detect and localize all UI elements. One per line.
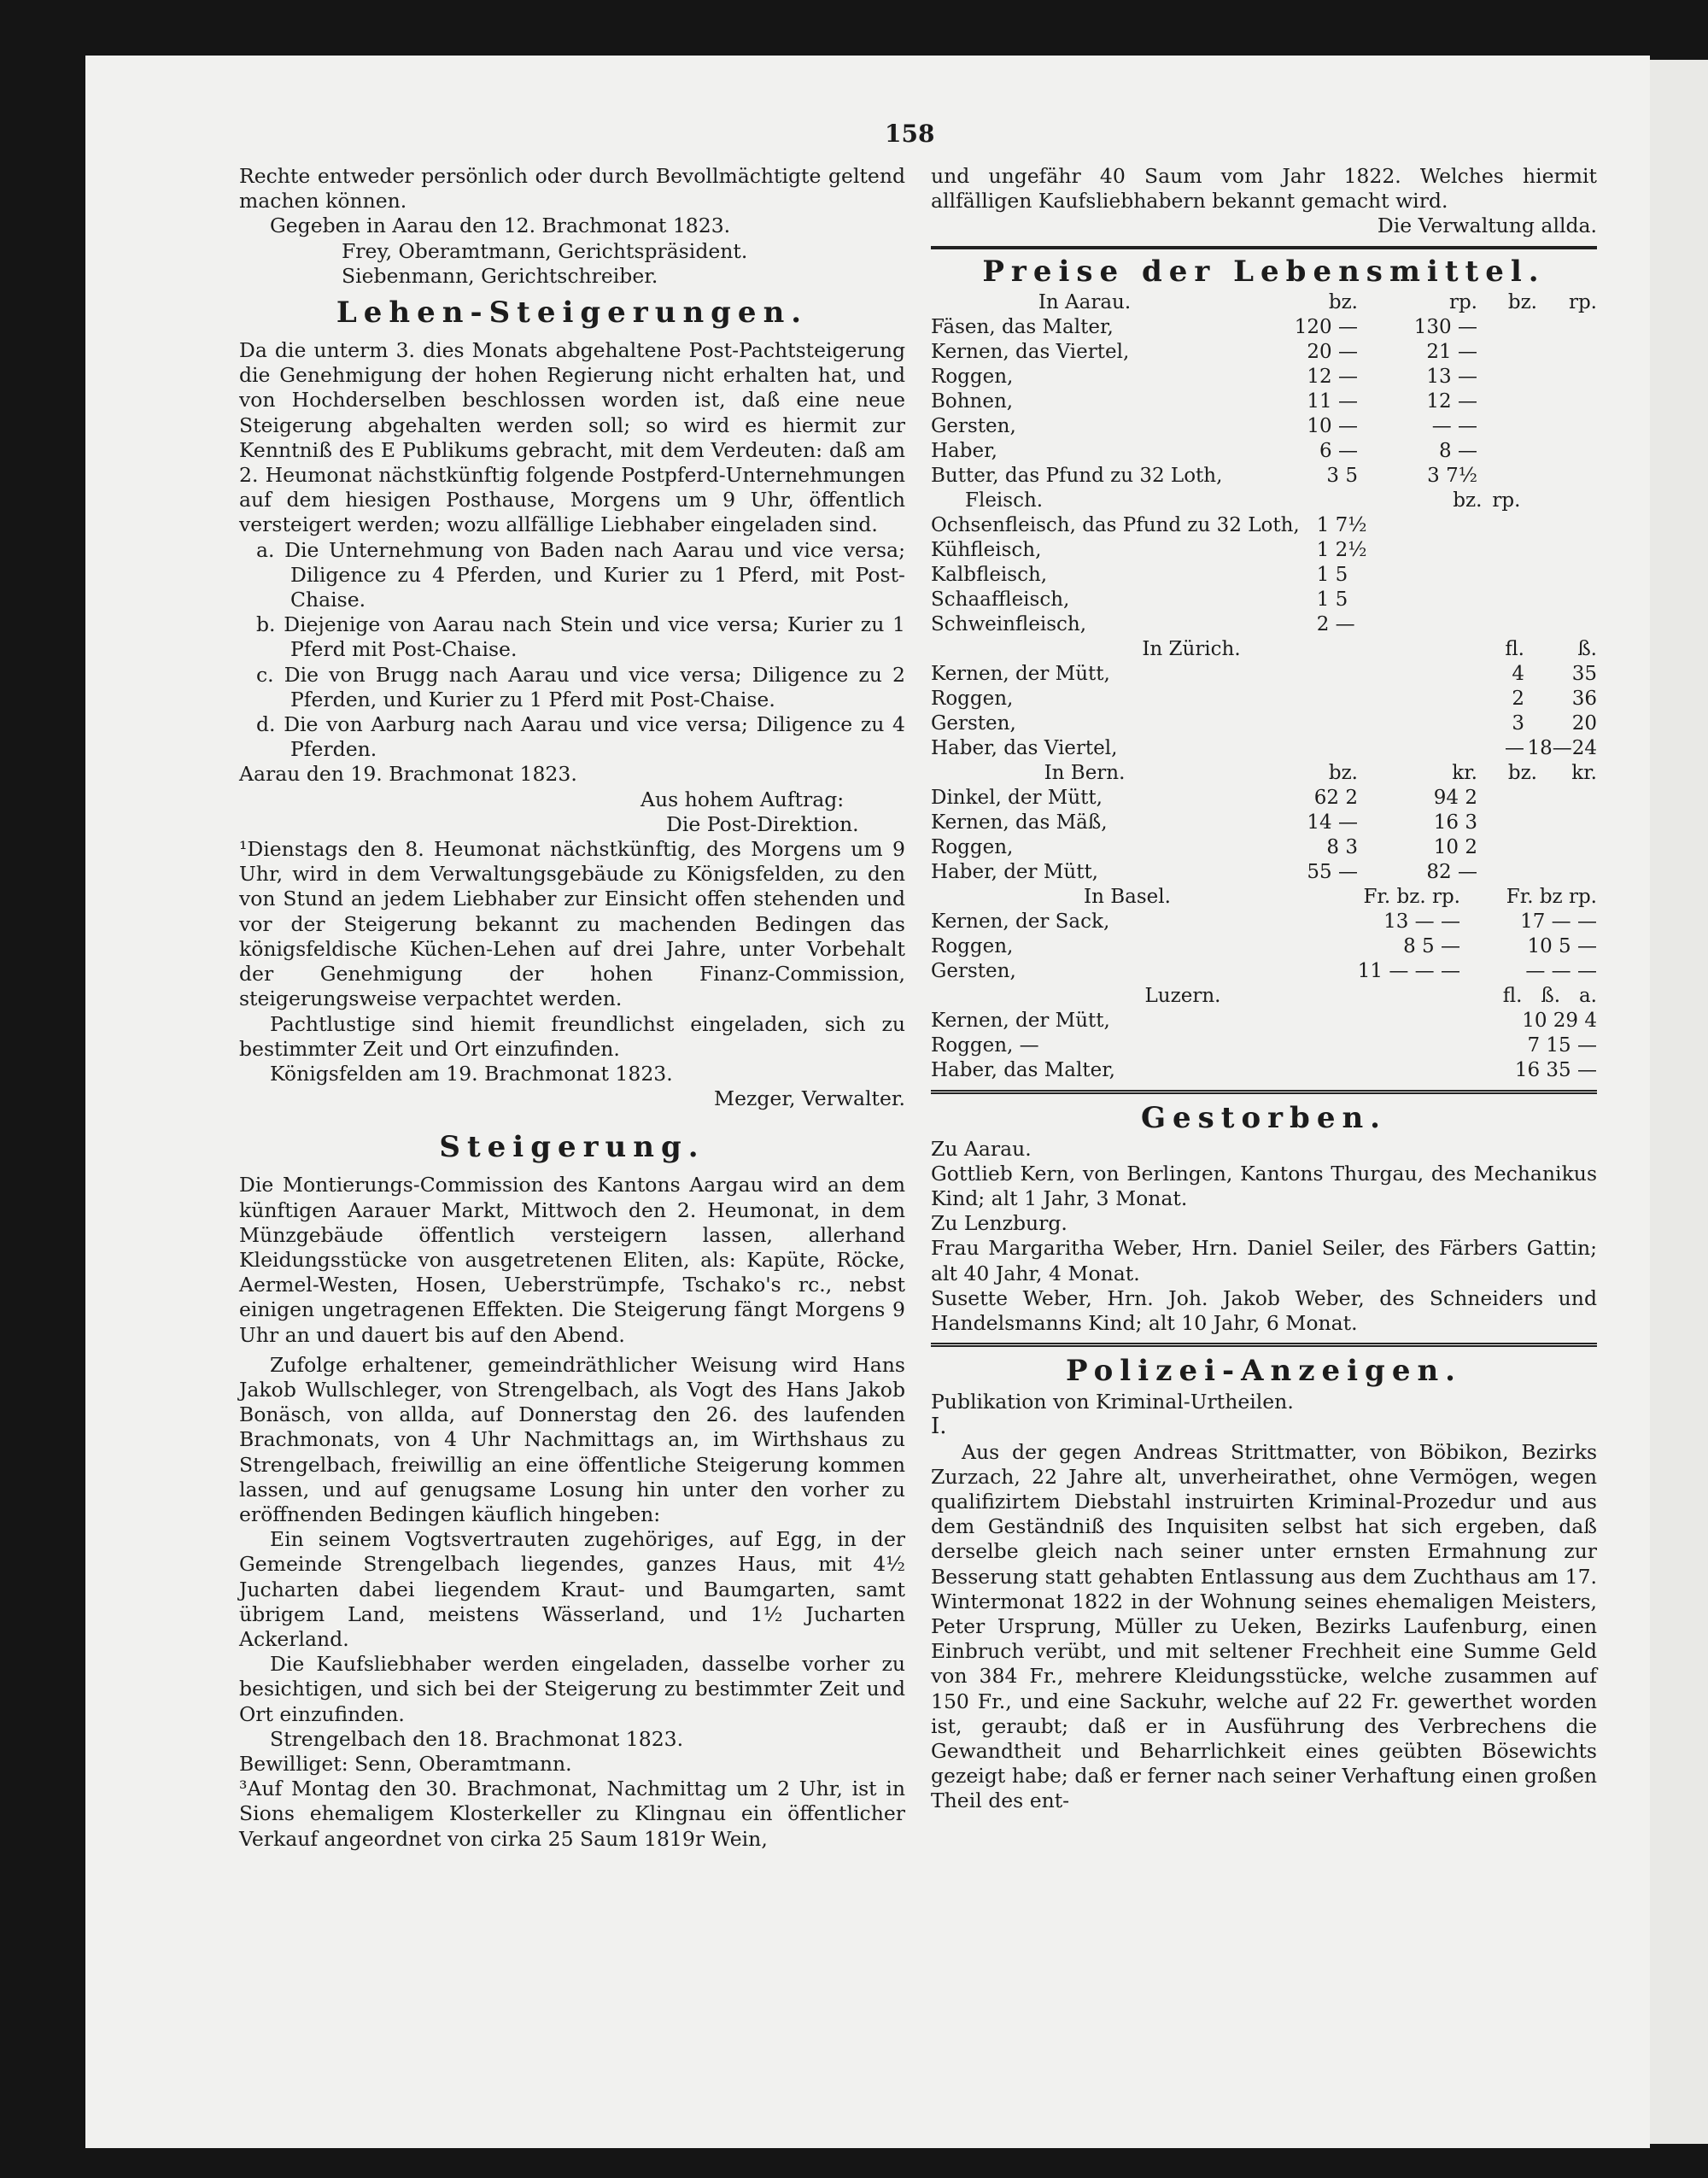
col-header: Fr. bz rp. bbox=[1506, 885, 1597, 908]
steigerung-body-3: Ein seinem Vogtsvertrauten zugehöriges, auf Egg, in der Gemeinde Strengelbach liegendes, ganzes Haus, mit 4½ Jucharten dabei liegendem Kraut- und Baumgarten, samt übrigem Land, meistens Wässerland, und 1½ Jucharten Ackerland. bbox=[239, 1527, 905, 1651]
price-item-name: Roggen, bbox=[931, 835, 1014, 858]
polizei-heading: Polizei-Anzeigen. bbox=[1065, 1354, 1463, 1389]
price-item-name: Gersten, bbox=[931, 959, 1016, 982]
price-value: 8 5 — bbox=[1403, 934, 1460, 957]
intro-signature-1: Frey, Oberamtmann, Gerichtspräsident. bbox=[342, 238, 748, 263]
place-label: In Aarau. bbox=[1038, 290, 1132, 313]
polizei-subheading: Publikation von Kriminal-Urtheilen. bbox=[931, 1390, 1294, 1414]
preise-fleisch-table bbox=[931, 489, 1597, 637]
steigerung-body-4: Die Kaufsliebhaber werden eingeladen, dasselbe vorher zu besichtigen, und sich bei der Steigerung zu bestimmter Zeit und Ort einzufinden. bbox=[239, 1652, 905, 1726]
price-value: 11 — — — bbox=[1357, 959, 1460, 982]
price-value: 1 7½ bbox=[1316, 513, 1367, 536]
gestorben-entry-1: Gottlieb Kern, von Berlingen, Kantons Thurgau, des Mechanikus Kind; alt 1 Jahr, 3 Monat. bbox=[931, 1161, 1597, 1211]
price-value: 10 5 — bbox=[1527, 934, 1597, 957]
price-row bbox=[931, 910, 1597, 934]
price-item-name: Haber, das Viertel, bbox=[931, 736, 1118, 759]
price-value: 62 2 bbox=[1313, 786, 1358, 809]
divider bbox=[931, 246, 1597, 249]
price-value: 3 5 bbox=[1326, 464, 1358, 487]
lehen-date-2: Königsfelden am 19. Brachmonat 1823. bbox=[270, 1061, 673, 1086]
steigerung-bewilliget: Bewilliget: Senn, Oberamtmann. bbox=[239, 1751, 572, 1776]
polizei-roman-numeral: I. bbox=[931, 1414, 947, 1440]
price-item-name: Kühfleisch, bbox=[931, 538, 1042, 561]
price-item-name: Roggen, bbox=[931, 365, 1014, 388]
price-value: 8 — bbox=[1439, 439, 1477, 462]
price-item-name: Kernen, das Mäß, bbox=[931, 811, 1108, 834]
lehen-body-3: Pachtlustige sind hiemit freundlichst eingeladen, sich zu bestimmter Zeit und Ort einzufinden. bbox=[239, 1011, 905, 1061]
place-label: In Zürich. bbox=[1142, 637, 1241, 660]
price-value: 1 5 bbox=[1316, 588, 1348, 611]
price-row bbox=[931, 959, 1597, 984]
continued-signature: Die Verwaltung allda. bbox=[1377, 214, 1597, 238]
steigerung-date: Strengelbach den 18. Brachmonat 1823. bbox=[270, 1726, 684, 1751]
steigerung-body-2: Zufolge erhaltener, gemeindräthlicher Weisung wird Hans Jakob Wullschleger, von Strengelbach, als Vogt des Hans Jakob Bonäsch, von allda, auf Donnerstag den 26. des laufenden Brachmonats, von 4 Uhr Nachmittags an, im Wirthshaus zu Strengelbach, freiwillig an eine öffentliche Steigerung kommen lassen, und auf genugsame Losung hin unter den vorher zu eröffnenden Bedingen käuflich hingeben: bbox=[239, 1352, 905, 1526]
page-number: 158 bbox=[885, 120, 935, 148]
price-row bbox=[931, 662, 1597, 687]
col-header: rp. bbox=[1492, 489, 1521, 512]
price-value: 20 bbox=[1571, 711, 1597, 735]
gestorben-heading: Gestorben. bbox=[1140, 1100, 1388, 1135]
price-value: 3 7½ bbox=[1427, 464, 1477, 487]
col-header: kr. bbox=[1452, 761, 1477, 784]
price-value: 6 — bbox=[1319, 439, 1358, 462]
price-row bbox=[931, 389, 1597, 414]
price-value: 1 2½ bbox=[1316, 538, 1367, 561]
price-value: 7 15 — bbox=[1527, 1033, 1597, 1057]
price-row bbox=[931, 1058, 1597, 1083]
col-header: fl. bbox=[1502, 984, 1523, 1007]
price-row bbox=[931, 464, 1597, 489]
price-item-name: Roggen, — bbox=[931, 1033, 1039, 1057]
lehen-direktion: Die Post-Direktion. bbox=[666, 811, 859, 836]
intro-signature-2: Siebenmann, Gerichtschreiber. bbox=[342, 263, 658, 288]
place-label: Fleisch. bbox=[965, 489, 1044, 512]
lehen-date: Aarau den 19. Brachmonat 1823. bbox=[239, 762, 577, 787]
price-value: 10 — bbox=[1307, 414, 1358, 437]
price-value: — — — bbox=[1525, 959, 1597, 982]
price-item-name: Ochsenfleisch, das Pfund zu 32 Loth, bbox=[931, 513, 1300, 536]
intro-text: Rechte entweder persönlich oder durch Bevollmächtigte geltend machen können. bbox=[239, 164, 905, 214]
lehen-item-a: a. Die Unternehmung von Baden nach Aarau und vice versa; Diligence zu 4 Pferden, und Kurier zu 1 Pferd, mit Post-Chaise. bbox=[256, 537, 905, 612]
continued-text: und ungefähr 40 Saum vom Jahr 1822. Welches hiermit allfälligen Kaufsliebhabern bekannt gemacht wird. bbox=[931, 164, 1597, 214]
price-value: 82 — bbox=[1426, 860, 1477, 883]
price-value: — — bbox=[1431, 414, 1477, 437]
lehen-item-d: d. Die von Aarburg nach Aarau und vice versa; Diligence zu 4 Pferden. bbox=[256, 712, 905, 762]
price-row bbox=[931, 365, 1597, 389]
place-label: In Bern. bbox=[1044, 761, 1126, 784]
price-value: 20 — bbox=[1307, 340, 1358, 363]
price-value: 13 — bbox=[1426, 365, 1477, 388]
gestorben-entry-3: Susette Weber, Hrn. Joh. Jakob Weber, des Schneiders und Handelsmanns Kind; alt 10 Jahr, 6 Monat. bbox=[931, 1285, 1597, 1336]
lehen-body-2: ¹Dienstags den 8. Heumonat nächstkünftig, des Morgens um 9 Uhr, wird in dem Verwaltungsgebäude zu Königsfelden, zu den von Stund an jedem Liebhaber zur Einsicht offen stehenden und vor der Steigerung bekannt zu machenden Bedingen das königsfeldische Küchen-Lehen auf drei Jahre, unter Vorbehalt der Genehmigung der hohen Finanz-Commission, steigerungsweise verpachtet werden. bbox=[239, 837, 905, 1011]
col-header: bz. bbox=[1453, 489, 1483, 512]
price-row bbox=[931, 811, 1597, 835]
price-item-name: Dinkel, der Mütt, bbox=[931, 786, 1103, 809]
col-header: fl. bbox=[1505, 637, 1524, 660]
price-value: 94 2 bbox=[1433, 786, 1477, 809]
price-value: 18—24 bbox=[1527, 736, 1597, 759]
price-item-name: Kernen, der Mütt, bbox=[931, 662, 1110, 685]
col-header: ß. bbox=[1577, 637, 1597, 660]
price-value: 2 bbox=[1512, 687, 1524, 710]
lehen-body: Da die unterm 3. dies Monats abgehaltene Post-Pachtsteigerung die Genehmigung der hohen Regierung nicht erhalten hat, und von Hochderselben beschlossen worden ist, daß eine neue Steigerung abgehalten werden soll; so wird es hiermit zur Kenntniß des E Publikums gebracht, mit dem Verdeuten: daß am 2. Heumonat nächstkünftig folgende Postpferd-Unternehmungen auf dem hiesigen Posthause, Morgens um 9 Uhr, öffentlich versteigert werden; wozu allfällige Liebhaber eingeladen sind. bbox=[239, 338, 905, 537]
price-item-name: Kalbfleisch, bbox=[931, 563, 1048, 586]
price-value: 2 — bbox=[1316, 612, 1355, 635]
col-header: bz. bbox=[1328, 290, 1358, 313]
price-row bbox=[931, 860, 1597, 885]
preise-heading: Preise der Lebensmittel. bbox=[982, 254, 1546, 289]
col-header: Fr. bz. rp. bbox=[1363, 885, 1460, 908]
price-item-name: Schaaffleisch, bbox=[931, 588, 1070, 611]
right-column bbox=[931, 164, 1597, 1814]
price-item-name: Haber, der Mütt, bbox=[931, 860, 1098, 883]
price-value: 120 — bbox=[1294, 315, 1358, 338]
price-value: 13 — — bbox=[1383, 910, 1460, 933]
col-header: bz. bbox=[1507, 290, 1537, 313]
col-header: rp. bbox=[1568, 290, 1597, 313]
col-header: bz. bbox=[1328, 761, 1358, 784]
price-item-name: Gersten, bbox=[931, 414, 1016, 437]
price-item-name: Fäsen, das Malter, bbox=[931, 315, 1114, 338]
place-label: In Basel. bbox=[1084, 885, 1171, 908]
col-header: ß. bbox=[1541, 984, 1561, 1007]
price-row bbox=[931, 340, 1597, 365]
col-header: bz. bbox=[1507, 761, 1537, 784]
price-row bbox=[931, 513, 1597, 538]
page-edge bbox=[1650, 60, 1708, 2144]
price-item-name: Schweinfleisch, bbox=[931, 612, 1087, 635]
price-value: 130 — bbox=[1413, 315, 1477, 338]
lehen-auftrag: Aus hohem Auftrag: bbox=[640, 787, 845, 811]
price-item-name: Butter, das Pfund zu 32 Loth, bbox=[931, 464, 1223, 487]
col-header: a. bbox=[1578, 984, 1597, 1007]
price-row bbox=[931, 315, 1597, 340]
price-row bbox=[931, 687, 1597, 711]
price-row bbox=[931, 439, 1597, 464]
price-value: 11 — bbox=[1307, 389, 1358, 413]
col-header: rp. bbox=[1448, 290, 1477, 313]
lehen-item-b: b. Diejenige von Aarau nach Stein und vice versa; Kurier zu 1 Pferd mit Post-Chaise. bbox=[256, 612, 905, 662]
price-row bbox=[931, 835, 1597, 860]
price-item-name: Gersten, bbox=[931, 711, 1016, 735]
price-value: 35 bbox=[1571, 662, 1597, 685]
price-value: 36 bbox=[1571, 687, 1597, 710]
lehen-heading: Lehen-Steigerungen. bbox=[336, 296, 809, 331]
price-value: 17 — — bbox=[1520, 910, 1597, 933]
price-value: 21 — bbox=[1426, 340, 1477, 363]
gestorben-place-aarau: Zu Aarau. bbox=[931, 1136, 1032, 1161]
price-item-name: Bohnen, bbox=[931, 389, 1014, 413]
lehen-signature-2: Mezger, Verwalter. bbox=[714, 1086, 905, 1111]
preise-bern-table bbox=[931, 761, 1597, 885]
price-value: 10 29 4 bbox=[1522, 1009, 1597, 1032]
price-value: 14 — bbox=[1307, 811, 1358, 834]
price-value: 3 bbox=[1512, 711, 1524, 735]
steigerung-body-5: ³Auf Montag den 30. Brachmonat, Nachmittag um 2 Uhr, ist in Sions ehemaligem Klosterkeller zu Klingnau ein öffentlicher Verkauf angeordnet von cirka 25 Saum 1819r Wein, bbox=[239, 1777, 905, 1851]
price-row bbox=[931, 786, 1597, 811]
left-column bbox=[239, 164, 905, 1852]
price-item-name: Roggen, bbox=[931, 934, 1014, 957]
lehen-item-c: c. Die von Brugg nach Aarau und vice versa; Diligence zu 2 Pferden, und Kurier zu 1 Pferd mit Post-Chaise. bbox=[256, 662, 905, 711]
place-label: Luzern. bbox=[1144, 984, 1221, 1007]
price-value: 55 — bbox=[1307, 860, 1358, 883]
price-item-name: Kernen, der Sack, bbox=[931, 910, 1110, 933]
price-row bbox=[931, 1009, 1597, 1033]
price-row bbox=[931, 736, 1597, 761]
price-row bbox=[931, 711, 1597, 736]
divider bbox=[931, 1090, 1597, 1094]
preise-basel-table bbox=[931, 885, 1597, 984]
price-row bbox=[931, 588, 1597, 612]
price-item-name: Roggen, bbox=[931, 687, 1014, 710]
price-row bbox=[931, 612, 1597, 637]
price-value: 12 — bbox=[1426, 389, 1477, 413]
preise-zuerich-table bbox=[931, 637, 1597, 761]
gestorben-place-lenzburg: Zu Lenzburg. bbox=[931, 1211, 1068, 1236]
price-value: 8 3 bbox=[1326, 835, 1358, 858]
price-row bbox=[931, 934, 1597, 959]
steigerung-body-1: Die Montierungs-Commission des Kantons Aargau wird an dem künftigen Aarauer Markt, Mittwoch den 2. Heumonat, in dem Münzgebäude öffentlich versteigern lassen, allerhand Kleidungsstücke von ausgetretenen Eliten, als: Kapüte, Röcke, Aermel-Westen, Hosen, Ueberstrümpfe, Tschako's rc., nebst einigen ungetragenen Effekten. Die Steigerung fängt Morgens 9 Uhr an und dauert bis auf den Abend. bbox=[239, 1173, 905, 1347]
price-value: — bbox=[1505, 736, 1524, 759]
price-row bbox=[931, 1033, 1597, 1058]
col-header-group bbox=[1435, 984, 1597, 1009]
steigerung-heading: Steigerung. bbox=[439, 1130, 705, 1165]
price-value: 16 3 bbox=[1433, 811, 1477, 834]
price-value: 10 2 bbox=[1433, 835, 1477, 858]
price-item-name: Kernen, das Viertel, bbox=[931, 340, 1130, 363]
preise-aarau-table bbox=[931, 290, 1597, 489]
price-item-name: Haber, bbox=[931, 439, 997, 462]
polizei-body: Aus der gegen Andreas Strittmatter, von Böbikon, Bezirks Zurzach, 22 Jahre alt, unverheirathet, ohne Vermögen, wegen qualifizirtem Diebstahl instruirten Kriminal-Prozedur und aus dem Geständniß des Inquisiten selbst hat sich ergeben, daß derselbe gleich nach seiner unter ernsten Ermahnung zur Besserung statt gehabten Entlassung aus dem Zuchthaus am 17. Wintermonat 1822 in der Wohnung seines ehemaligen Meisters, Peter Ursprung, Müller zu Ueken, Bezirks Laufenburg, einen Einbruch verübt, und mit seltener Frechheit eine Summe Geld von 384 Fr., mehrere Kleidungsstücke, welche zusammen auf 150 Fr., und eine Sackuhr, welche auf 22 Fr. gewerthet worden ist, geraubt; daß er in Ausführung des Verbrechens die Gewandtheit und Beharrlichkeit eines geübten Bösewichts gezeigt habe; daß er ferner nach seiner Verhaftung einen großen Theil des ent- bbox=[931, 1439, 1597, 1813]
preise-luzern-table bbox=[931, 984, 1597, 1083]
price-row bbox=[931, 414, 1597, 439]
price-value: 1 5 bbox=[1316, 563, 1348, 586]
price-item-name: Kernen, der Mütt, bbox=[931, 1009, 1110, 1032]
price-item-name: Haber, das Malter, bbox=[931, 1058, 1115, 1081]
divider bbox=[931, 1343, 1597, 1347]
col-header: kr. bbox=[1571, 761, 1597, 784]
price-value: 12 — bbox=[1307, 365, 1358, 388]
price-row bbox=[931, 563, 1597, 588]
price-value: 16 35 — bbox=[1514, 1058, 1597, 1081]
price-row bbox=[931, 538, 1597, 563]
gestorben-entry-2: Frau Margaritha Weber, Hrn. Daniel Seiler, des Färbers Gattin; alt 40 Jahr, 4 Monat. bbox=[931, 1236, 1597, 1285]
price-value: 4 bbox=[1512, 662, 1524, 685]
intro-date: Gegeben in Aarau den 12. Brachmonat 1823. bbox=[270, 214, 731, 238]
